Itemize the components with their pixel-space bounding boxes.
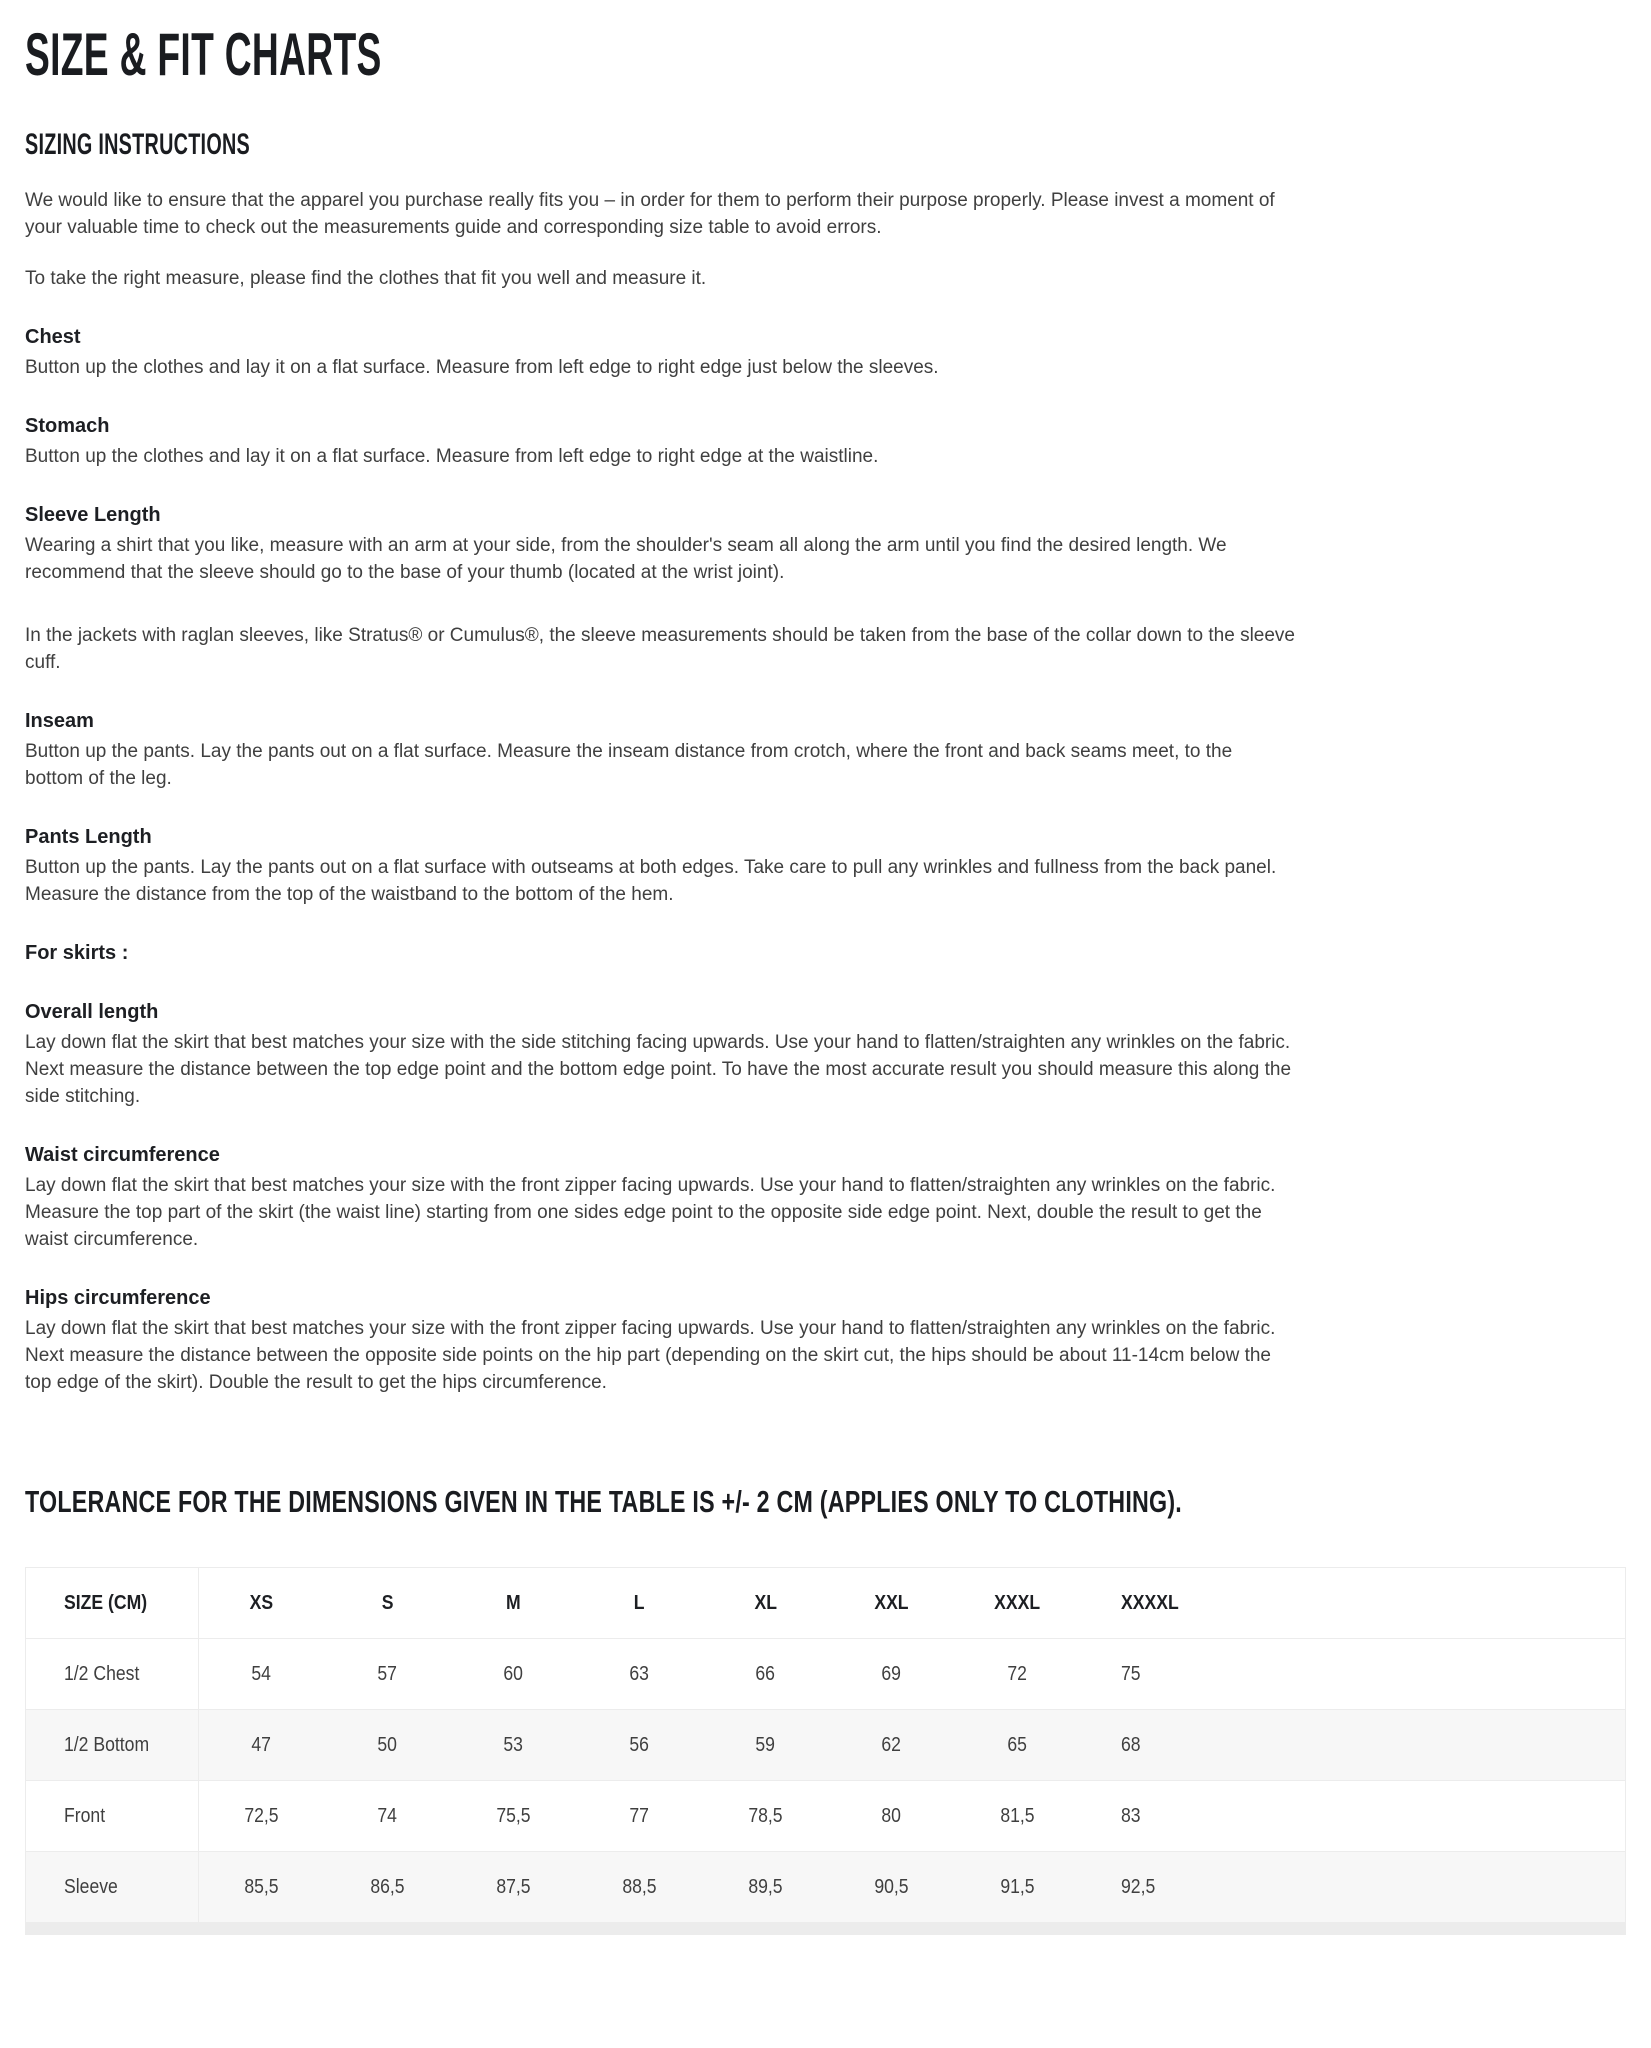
size-value: 60 (503, 1662, 524, 1685)
size-value: 90,5 (874, 1875, 909, 1898)
size-value-cell (703, 1781, 829, 1852)
size-value-cell (198, 1710, 325, 1781)
size-value-cell (325, 1781, 451, 1852)
size-column-header-label: M (506, 1591, 521, 1614)
size-value: 86,5 (370, 1875, 405, 1898)
measure-row-label: 1/2 Chest (64, 1662, 140, 1685)
size-column-header-m (451, 1568, 577, 1639)
size-column-header-xl (703, 1568, 829, 1639)
section-heading-sleeve-length: Sleeve Length (25, 503, 161, 526)
section-text-inseam: Button up the pants. Lay the pants out on a flat surface. Measure the inseam distance from crotch, where the front and back seams meet, to the bottom of the leg. (25, 740, 1233, 789)
size-value-cell (198, 1639, 325, 1710)
size-column-header-s (325, 1568, 451, 1639)
section-heading-waist-circumference: Waist circumference (25, 1143, 220, 1166)
section-heading-stomach: Stomach (25, 414, 110, 437)
size-value: 69 (881, 1662, 902, 1685)
size-value: 54 (251, 1662, 272, 1685)
size-value: 65 (1007, 1733, 1028, 1756)
section-text-chest: Button up the clothes and lay it on a flat surface. Measure from left edge to right edge just below the sleeves. (25, 356, 939, 378)
size-value: 75 (1120, 1662, 1141, 1685)
measure-row-label-cell (26, 1781, 198, 1852)
size-value: 80 (881, 1804, 902, 1827)
size-value: 74 (377, 1804, 398, 1827)
table-scrollbar-track[interactable] (26, 1922, 1625, 1934)
size-value-cell (325, 1639, 451, 1710)
size-value: 88,5 (622, 1875, 657, 1898)
size-value: 68 (1120, 1733, 1141, 1756)
section-heading-hips-circumference: Hips circumference (25, 1286, 211, 1309)
size-value: 75,5 (496, 1804, 531, 1827)
size-value-cell (703, 1639, 829, 1710)
section-text-sleeve-length: Wearing a shirt that you like, measure with an arm at your side, from the shoulder's seam all along the arm until you find the desired length. We recommend that the sleeve should go to the base of your thumb (located at the wrist joint). (25, 534, 1227, 583)
size-value-cell (451, 1852, 577, 1923)
size-column-header-xxxl (955, 1568, 1081, 1639)
size-value-cell (955, 1710, 1081, 1781)
size-value-cell (451, 1710, 577, 1781)
measure-row-label-cell (26, 1852, 198, 1923)
size-column-header-l (577, 1568, 703, 1639)
size-table-header-row (26, 1568, 1625, 1639)
tolerance-heading-text: TOLERANCE FOR THE DIMENSIONS GIVEN IN THE TABLE IS +/- 2 CM (APPLIES ONLY TO CLOTHING). (25, 1483, 1182, 1519)
size-value: 63 (629, 1662, 650, 1685)
size-value-cell (577, 1852, 703, 1923)
size-value: 92,5 (1120, 1875, 1155, 1898)
size-value: 85,5 (244, 1875, 279, 1898)
intro-paragraph-2: To take the right measure, please find the clothes that fit you well and measure it. (25, 267, 707, 289)
page-title-text: SIZE & FIT CHARTS (25, 21, 382, 88)
size-column-header-label: L (634, 1591, 645, 1614)
section-text-overall-length: Lay down flat the skirt that best matches your size with the side stitching facing upwards. Use your hand to flatten/straighten any wrinkles on the fabric. Next measure the distance between the top edge point and the bottom edge point. To have the most accurate result you should measure this along the side stitching. (25, 1031, 1292, 1107)
section-heading-inseam: Inseam (25, 709, 94, 732)
size-value-cell (1081, 1852, 1626, 1923)
size-value-cell (955, 1781, 1081, 1852)
size-value-cell (955, 1852, 1081, 1923)
size-column-header-xs (198, 1568, 325, 1639)
size-value-cell (829, 1852, 955, 1923)
section-text-hips-circumference: Lay down flat the skirt that best matches your size with the front zipper facing upwards. Use your hand to flatten/straighten any wrinkles on the fabric. Next measure the distance between the opposite side points on the hip part (depending on the skirt cut, the hips should be about 11-14cm below the top edge of the skirt). Double the result to get the hips circumference. (25, 1317, 1276, 1393)
size-value-cell (829, 1710, 955, 1781)
measure-row-label-cell (26, 1639, 198, 1710)
size-value: 59 (755, 1733, 776, 1756)
size-value-cell (955, 1639, 1081, 1710)
size-column-header-xxl (829, 1568, 955, 1639)
size-value-cell (451, 1781, 577, 1852)
measure-row-label-cell (26, 1710, 198, 1781)
measure-row-label: 1/2 Bottom (64, 1733, 150, 1756)
size-value: 57 (377, 1662, 398, 1685)
size-value-cell (198, 1852, 325, 1923)
size-value-cell (1081, 1710, 1626, 1781)
size-value: 72 (1007, 1662, 1028, 1685)
size-column-header-label: XXL (874, 1591, 909, 1614)
size-value: 77 (629, 1804, 650, 1827)
size-column-header-xxxxl (1081, 1568, 1626, 1639)
size-value: 89,5 (748, 1875, 783, 1898)
table-row-half-bottom (26, 1710, 1625, 1781)
size-value-cell (325, 1852, 451, 1923)
raglan-sleeves-note: In the jackets with raglan sleeves, like Stratus® or Cumulus®, the sleeve measurements should be taken from the base of the collar down to the sleeve cuff. (25, 624, 1295, 673)
size-column-header-label: XL (754, 1591, 777, 1614)
measure-row-label: Sleeve (64, 1875, 118, 1898)
size-value: 87,5 (496, 1875, 531, 1898)
size-value: 56 (629, 1733, 650, 1756)
size-value: 72,5 (244, 1804, 279, 1827)
size-column-header-label: XXXXL (1120, 1591, 1179, 1614)
size-value-cell (703, 1710, 829, 1781)
tolerance-heading (25, 1484, 1626, 1520)
size-cm-header-cell (26, 1568, 198, 1639)
size-value: 62 (881, 1733, 902, 1756)
section-heading-chest: Chest (25, 325, 81, 348)
size-value-cell (577, 1710, 703, 1781)
size-column-header-label: XXXL (994, 1591, 1041, 1614)
table-row-sleeve (26, 1852, 1625, 1923)
section-text-pants-length: Button up the pants. Lay the pants out on a flat surface with outseams at both edges. Take care to pull any wrinkles and fullness from the back panel. Measure the distance from the top of the waistband to the bottom of the hem. (25, 856, 1277, 905)
size-value: 91,5 (1000, 1875, 1035, 1898)
size-value: 50 (377, 1733, 398, 1756)
size-value-cell (1081, 1781, 1626, 1852)
size-value: 53 (503, 1733, 524, 1756)
table-row-front (26, 1781, 1625, 1852)
measure-row-label: Front (64, 1804, 106, 1827)
table-row-half-chest (26, 1639, 1625, 1710)
size-value-cell (325, 1710, 451, 1781)
page-title (25, 22, 1626, 88)
size-value: 81,5 (1000, 1804, 1035, 1827)
size-value-cell (577, 1639, 703, 1710)
sizing-instructions-heading-text: SIZING INSTRUCTIONS (25, 128, 251, 161)
for-skirts-label: For skirts : (25, 941, 129, 964)
size-value-cell (198, 1781, 325, 1852)
intro-paragraph-1: We would like to ensure that the apparel you purchase really fits you – in order for them to perform their purpose properly. Please invest a moment of your valuable time to check out the measurements guide and corresponding size table to avoid errors. (25, 189, 1275, 238)
size-value-cell (829, 1639, 955, 1710)
sizing-instructions-heading (25, 128, 1626, 163)
section-text-waist-circumference: Lay down flat the skirt that best matches your size with the front zipper facing upwards. Use your hand to flatten/straighten any wrinkles on the fabric. Measure the top part of the skirt (the waist line) starting from one sides edge point to the opposite side edge point. Next, double the result to get the waist circumference. (25, 1174, 1276, 1250)
size-column-header-label: XS (249, 1591, 274, 1614)
size-value-cell (829, 1781, 955, 1852)
size-value-cell (451, 1639, 577, 1710)
size-value: 66 (755, 1662, 776, 1685)
size-value-cell (1081, 1639, 1626, 1710)
size-table-container (25, 1567, 1626, 1935)
size-value: 83 (1120, 1804, 1141, 1827)
section-heading-pants-length: Pants Length (25, 825, 152, 848)
size-value: 47 (251, 1733, 272, 1756)
size-value-cell (703, 1852, 829, 1923)
section-heading-overall-length: Overall length (25, 1000, 159, 1023)
size-cm-header-label: SIZE (CM) (64, 1591, 148, 1614)
size-value: 78,5 (748, 1804, 783, 1827)
size-value-cell (577, 1781, 703, 1852)
size-table (26, 1568, 1625, 1922)
section-text-stomach: Button up the clothes and lay it on a flat surface. Measure from left edge to right edge at the waistline. (25, 445, 879, 467)
size-column-header-label: S (381, 1591, 394, 1614)
